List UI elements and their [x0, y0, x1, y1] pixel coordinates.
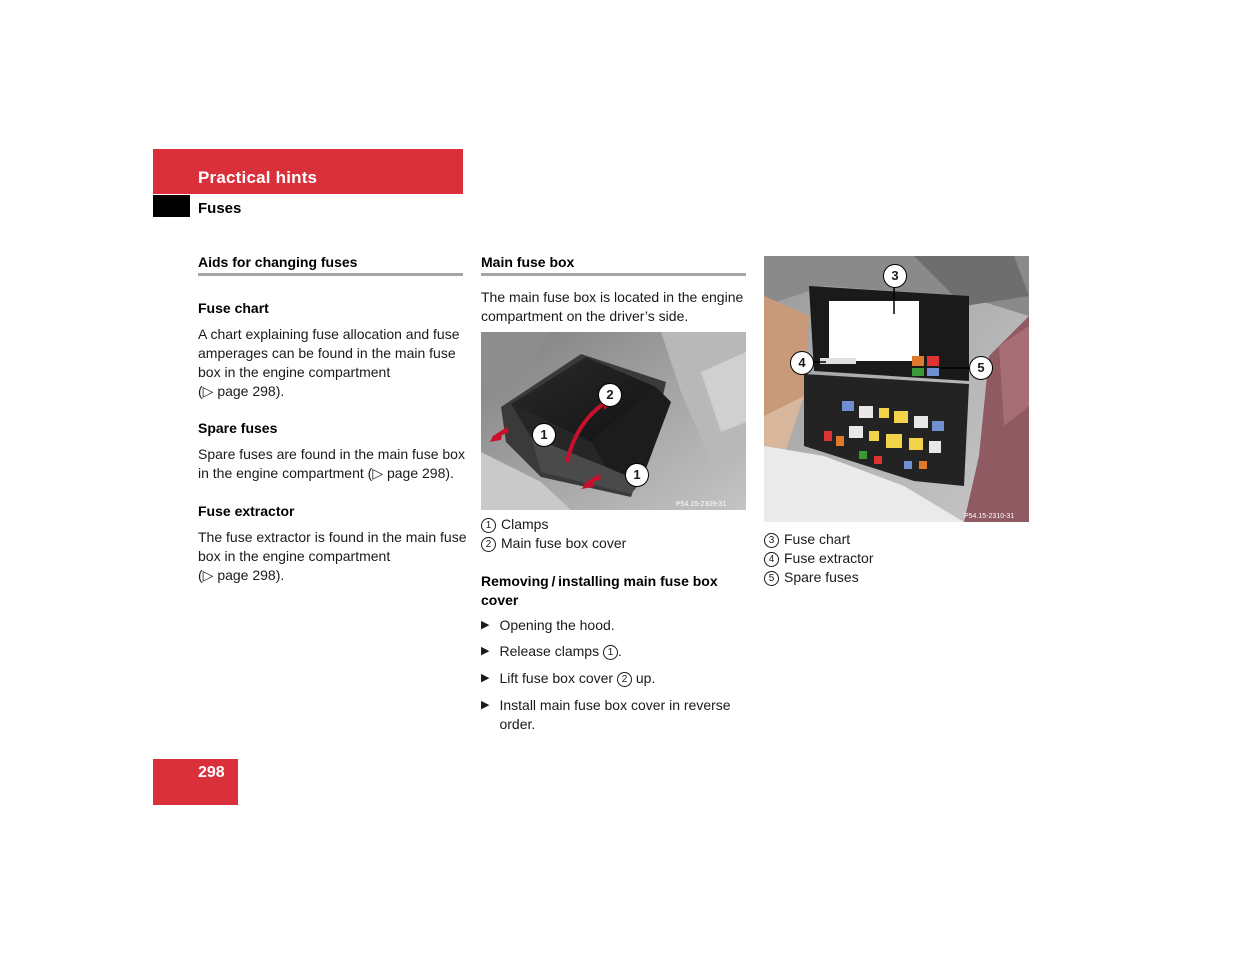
subsection-tab-marker — [153, 195, 190, 217]
bullet-icon: ▶ — [481, 672, 490, 684]
main-fuse-box-intro: The main fuse box is located in the engine compartment on the driver’s side. — [481, 289, 744, 324]
figure-code: P54.15-2309-31 — [676, 501, 727, 508]
legend-item: 1 Clamps — [481, 515, 626, 534]
fuse-box-cover-photo — [481, 332, 746, 510]
legend-item: 3 Fuse chart — [764, 530, 873, 549]
callout-1: 1 — [532, 423, 556, 447]
legend-item: 5 Spare fuses — [764, 568, 873, 587]
legend-item: 2 Main fuse box cover — [481, 534, 626, 553]
callout-3: 3 — [883, 264, 907, 288]
spare-fuses-title: Spare fuses — [198, 420, 278, 436]
left-column-heading: Aids for changing fuses — [198, 254, 358, 270]
page-reference[interactable]: in the engine compartment (▷ page 298). — [198, 465, 454, 481]
figure1-legend — [481, 515, 626, 553]
step-4: ▶ Install main fuse box cover in reverse order. — [481, 697, 731, 732]
page-number-box — [153, 759, 238, 805]
fuse-extractor-text: The fuse extractor is found in the main fuse box in the engine compartment (▷ page 298). — [198, 529, 467, 583]
callout-2: 2 — [598, 383, 622, 407]
step-2: ▶ Release clamps 1 . — [481, 643, 622, 659]
spare-fuses-text: Spare fuses are found in the main fuse box in the engine compartment (▷ page 298). — [198, 445, 468, 483]
procedure-title: Removing / installing main fuse box cover — [481, 573, 718, 608]
callout-4: 4 — [790, 351, 814, 375]
callout-1: 1 — [625, 463, 649, 487]
open-fuse-box-photo — [764, 256, 1029, 522]
callout-5: 5 — [969, 356, 993, 380]
figure2-legend — [764, 530, 873, 587]
bullet-icon: ▶ — [481, 619, 490, 631]
heading-rule — [198, 273, 463, 276]
subsection-title: Fuses — [198, 200, 242, 217]
fuse-chart-title: Fuse chart — [198, 300, 269, 316]
page-reference[interactable]: (▷ page 298). — [198, 567, 285, 583]
figure-code: P54.15-2310-31 — [964, 513, 1015, 520]
fuse-extractor-title: Fuse extractor — [198, 503, 295, 519]
fuse-chart-text: A chart explaining fuse allocation and fuse amperages can be found in the main fuse box in the engine compartment (▷ page 298). — [198, 325, 468, 401]
step-1: ▶ Opening the hood. — [481, 617, 615, 633]
page-number: 298 — [198, 764, 225, 781]
page-reference[interactable]: (▷ page 298). — [198, 383, 285, 399]
step-3: ▶ Lift fuse box cover 2 up. — [481, 670, 656, 686]
middle-column-heading: Main fuse box — [481, 254, 575, 270]
bullet-icon: ▶ — [481, 699, 490, 711]
heading-rule — [481, 273, 746, 276]
section-title: Practical hints — [198, 168, 318, 187]
legend-item: 4 Fuse extractor — [764, 549, 873, 568]
bullet-icon: ▶ — [481, 645, 490, 657]
